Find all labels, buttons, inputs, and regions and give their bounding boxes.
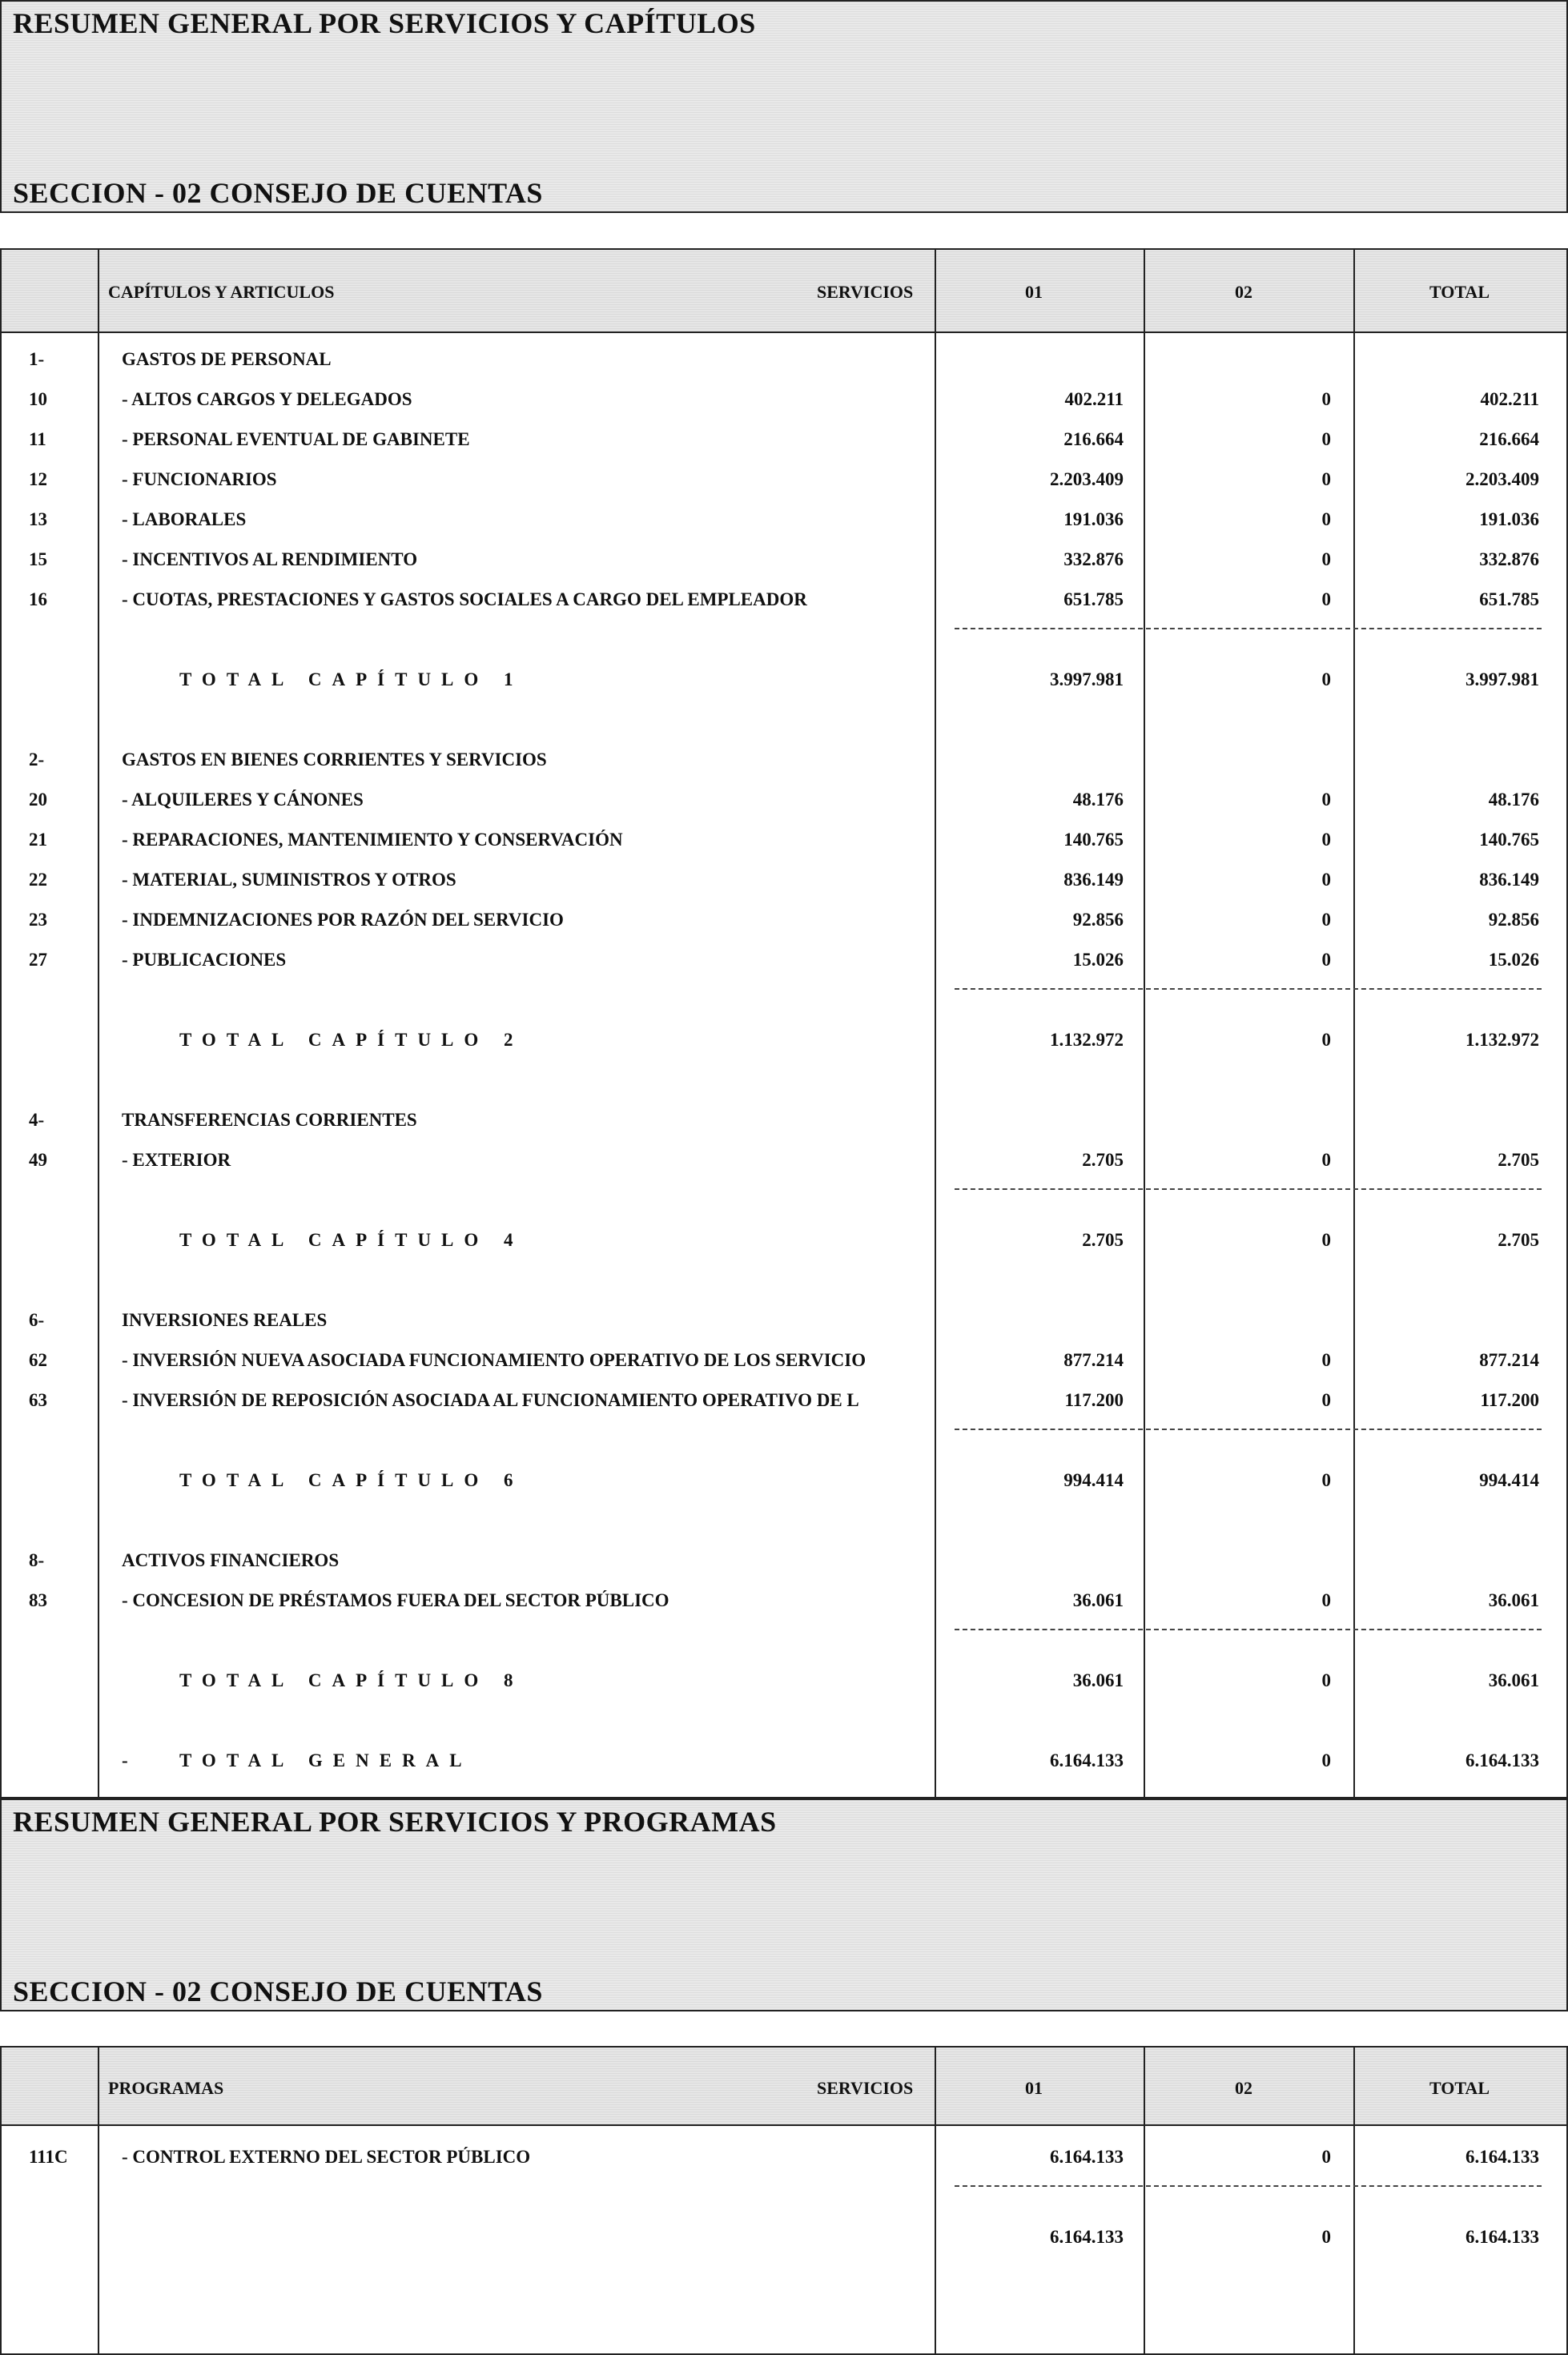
value-service-01: 2.705 — [1082, 1230, 1124, 1250]
header-services: SERVICIOS — [817, 282, 914, 302]
blank-row — [2, 700, 1566, 740]
section1-header — [0, 0, 1568, 213]
table-row — [2, 2137, 1566, 2177]
row-description: GASTOS DE PERSONAL — [122, 349, 332, 369]
row-code: 13 — [29, 509, 47, 529]
value-total: 92.856 — [1488, 910, 1539, 930]
value-total: 6.164.133 — [1465, 2227, 1539, 2247]
value-total: 6.164.133 — [1465, 2147, 1539, 2167]
value-service-02: 0 — [1321, 910, 1331, 930]
section2-subtitle: SECCION - 02 CONSEJO DE CUENTAS — [13, 1975, 543, 2007]
table-row — [2, 1340, 1566, 1380]
table-row — [2, 460, 1566, 500]
section2-title: RESUMEN GENERAL POR SERVICIOS Y PROGRAMAS — [13, 1806, 777, 1838]
total-label: TOTAL CAPÍTULO 6 — [179, 1470, 524, 1490]
row-description: ACTIVOS FINANCIEROS — [122, 1550, 340, 1570]
value-service-02: 0 — [1321, 1150, 1331, 1170]
table-row — [2, 500, 1566, 540]
value-total: 1.132.972 — [1465, 1030, 1539, 1050]
value-service-02: 0 — [1321, 870, 1331, 890]
value-total: 994.414 — [1479, 1470, 1539, 1490]
chapter-row — [2, 740, 1566, 780]
chapter-row — [2, 1300, 1566, 1340]
row-code: 83 — [29, 1590, 47, 1610]
dashed-line — [955, 1629, 1542, 1630]
row-code: 23 — [29, 910, 47, 930]
total-label: TOTAL CAPÍTULO 8 — [179, 1670, 524, 1690]
value-total: 6.164.133 — [1465, 1750, 1539, 1770]
header-service-01: 01 — [1025, 282, 1043, 302]
value-service-02: 0 — [1321, 1470, 1331, 1490]
value-service-02: 0 — [1321, 1390, 1331, 1410]
header-service-02: 02 — [1235, 2078, 1252, 2098]
value-total: 651.785 — [1479, 589, 1539, 609]
header-desc: CAPÍTULOS Y ARTICULOS — [108, 282, 335, 302]
row-code: 1- — [29, 349, 45, 369]
value-service-02: 0 — [1321, 589, 1331, 609]
row-code: 15 — [29, 549, 47, 569]
row-code: 27 — [29, 950, 47, 970]
chapter-total-row — [2, 1461, 1566, 1501]
value-service-02: 0 — [1321, 389, 1331, 409]
grand-total-dash: - — [122, 1750, 128, 1770]
row-description: - CONCESION DE PRÉSTAMOS FUERA DEL SECTOR PÚBLICO — [122, 1590, 669, 1610]
dashed-line — [955, 628, 1542, 629]
table-row — [2, 1140, 1566, 1180]
dashed-line — [955, 1188, 1542, 1190]
chapter-row — [2, 1100, 1566, 1140]
subtotal-separator — [2, 2177, 1566, 2217]
value-service-01: 48.176 — [1072, 790, 1124, 810]
row-description: - MATERIAL, SUMINISTROS Y OTROS — [122, 870, 456, 890]
value-total: 216.664 — [1479, 429, 1539, 449]
value-total: 191.036 — [1479, 509, 1539, 529]
value-total: 2.705 — [1498, 1230, 1539, 1250]
value-service-01: 3.997.981 — [1050, 669, 1124, 689]
header-service-02: 02 — [1235, 282, 1252, 302]
value-service-02: 0 — [1321, 1590, 1331, 1610]
row-code: 4- — [29, 1110, 45, 1130]
dashed-line — [955, 988, 1542, 990]
header-service-01: 01 — [1025, 2078, 1043, 2098]
chapters-table — [0, 248, 1568, 1798]
value-service-01: 15.026 — [1072, 950, 1124, 970]
row-description: - CUOTAS, PRESTACIONES Y GASTOS SOCIALES A CARGO DEL EMPLEADOR — [122, 589, 807, 609]
blank-row — [2, 1701, 1566, 1741]
value-service-01: 402.211 — [1064, 389, 1124, 409]
chapter-total-row — [2, 1020, 1566, 1060]
value-total: 140.765 — [1479, 830, 1539, 850]
chapter-total-row — [2, 660, 1566, 700]
value-service-01: 216.664 — [1063, 429, 1124, 449]
value-service-02: 0 — [1321, 669, 1331, 689]
value-service-02: 0 — [1321, 549, 1331, 569]
value-service-02: 0 — [1321, 2147, 1331, 2167]
row-code: 62 — [29, 1350, 47, 1370]
subtotal-separator — [2, 980, 1566, 1020]
value-service-02: 0 — [1321, 1030, 1331, 1050]
total-label: TOTAL CAPÍTULO 4 — [179, 1230, 524, 1250]
row-description: - LABORALES — [122, 509, 247, 529]
subtotal-separator — [2, 1180, 1566, 1220]
table-row — [2, 860, 1566, 900]
row-code: 49 — [29, 1150, 47, 1170]
row-code: 2- — [29, 750, 45, 770]
table-row — [2, 1581, 1566, 1621]
total-label: TOTAL CAPÍTULO 2 — [179, 1030, 524, 1050]
row-code: 63 — [29, 1390, 47, 1410]
table-row — [2, 540, 1566, 580]
programs-table — [0, 2046, 1568, 2355]
value-service-01: 994.414 — [1063, 1470, 1124, 1490]
value-service-02: 0 — [1321, 429, 1331, 449]
value-total: 36.061 — [1488, 1670, 1539, 1690]
row-description: - PERSONAL EVENTUAL DE GABINETE — [122, 429, 470, 449]
value-service-01: 6.164.133 — [1050, 2227, 1124, 2247]
blank-row — [2, 1060, 1566, 1100]
chapter-total-row — [2, 1220, 1566, 1260]
value-service-01: 117.200 — [1064, 1390, 1124, 1410]
value-service-01: 1.132.972 — [1050, 1030, 1124, 1050]
row-description: INVERSIONES REALES — [122, 1310, 328, 1330]
value-service-01: 2.705 — [1082, 1150, 1124, 1170]
value-total: 332.876 — [1479, 549, 1539, 569]
chapters-table-header — [2, 250, 1566, 333]
value-service-01: 92.856 — [1072, 910, 1124, 930]
header-desc: PROGRAMAS — [108, 2078, 224, 2098]
table-row — [2, 420, 1566, 460]
value-service-01: 2.203.409 — [1050, 469, 1124, 489]
value-total: 836.149 — [1479, 870, 1539, 890]
value-total: 36.061 — [1488, 1590, 1539, 1610]
row-code: 8- — [29, 1550, 45, 1570]
section1-subtitle: SECCION - 02 CONSEJO DE CUENTAS — [13, 177, 543, 209]
table-row — [2, 820, 1566, 860]
value-service-02: 0 — [1321, 790, 1331, 810]
table-row — [2, 900, 1566, 940]
value-total: 117.200 — [1480, 1390, 1539, 1410]
subtotal-separator — [2, 1421, 1566, 1461]
value-service-01: 6.164.133 — [1050, 2147, 1124, 2167]
row-code: 22 — [29, 870, 47, 890]
value-total: 2.203.409 — [1465, 469, 1539, 489]
total-label: TOTAL CAPÍTULO 1 — [179, 669, 524, 689]
table-row — [2, 380, 1566, 420]
value-service-01: 651.785 — [1063, 589, 1124, 609]
row-code: 10 — [29, 389, 47, 409]
row-code: 16 — [29, 589, 47, 609]
row-description: GASTOS EN BIENES CORRIENTES Y SERVICIOS — [122, 750, 547, 770]
value-total: 15.026 — [1488, 950, 1539, 970]
value-service-01: 36.061 — [1072, 1590, 1124, 1610]
row-code: 21 — [29, 830, 47, 850]
grand-total-row — [2, 1741, 1566, 1781]
header-total: TOTAL — [1429, 2078, 1490, 2098]
table-row — [2, 780, 1566, 820]
row-description: - ALTOS CARGOS Y DELEGADOS — [122, 389, 412, 409]
programs-table-header — [2, 2048, 1566, 2126]
value-service-01: 836.149 — [1063, 870, 1124, 890]
sum-row — [2, 2217, 1566, 2257]
section2-header — [0, 1798, 1568, 2011]
value-service-02: 0 — [1321, 830, 1331, 850]
row-description: - PUBLICACIONES — [122, 950, 287, 970]
dashed-line — [955, 1429, 1542, 1430]
value-service-01: 191.036 — [1063, 509, 1124, 529]
value-total: 48.176 — [1488, 790, 1539, 810]
value-total: 877.214 — [1479, 1350, 1539, 1370]
row-description: - INCENTIVOS AL RENDIMIENTO — [122, 549, 418, 569]
row-description: - REPARACIONES, MANTENIMIENTO Y CONSERVACIÓN — [122, 830, 623, 850]
blank-row — [2, 1260, 1566, 1300]
table-row — [2, 940, 1566, 980]
chapter-row — [2, 1541, 1566, 1581]
value-total: 3.997.981 — [1465, 669, 1539, 689]
subtotal-separator — [2, 1621, 1566, 1661]
header-total: TOTAL — [1429, 282, 1490, 302]
row-description: - ALQUILERES Y CÁNONES — [122, 790, 364, 810]
value-service-02: 0 — [1321, 1670, 1331, 1690]
row-description: TRANSFERENCIAS CORRIENTES — [122, 1110, 417, 1130]
value-service-02: 0 — [1321, 1750, 1331, 1770]
value-service-01: 6.164.133 — [1050, 1750, 1124, 1770]
value-service-01: 877.214 — [1063, 1350, 1124, 1370]
header-services: SERVICIOS — [817, 2078, 914, 2098]
table-row — [2, 580, 1566, 620]
table-row — [2, 1380, 1566, 1421]
row-code: 12 — [29, 469, 47, 489]
row-description: - FUNCIONARIOS — [122, 469, 277, 489]
value-service-02: 0 — [1321, 2227, 1331, 2247]
chapter-total-row — [2, 1661, 1566, 1701]
row-description: - INDEMNIZACIONES POR RAZÓN DEL SERVICIO — [122, 910, 564, 930]
value-service-02: 0 — [1321, 469, 1331, 489]
dashed-line — [955, 2185, 1542, 2187]
row-description: - INVERSIÓN DE REPOSICIÓN ASOCIADA AL FUNCIONAMIENTO OPERATIVO DE L — [122, 1390, 859, 1410]
row-code: 20 — [29, 790, 47, 810]
row-description: - CONTROL EXTERNO DEL SECTOR PÚBLICO — [122, 2147, 531, 2167]
section1-title: RESUMEN GENERAL POR SERVICIOS Y CAPÍTULOS — [13, 7, 756, 39]
value-service-02: 0 — [1321, 950, 1331, 970]
value-service-02: 0 — [1321, 1350, 1331, 1370]
row-description: - INVERSIÓN NUEVA ASOCIADA FUNCIONAMIENTO OPERATIVO DE LOS SERVICIO — [122, 1350, 866, 1370]
value-service-02: 0 — [1321, 1230, 1331, 1250]
value-total: 402.211 — [1480, 389, 1539, 409]
row-code: 11 — [29, 429, 46, 449]
chapter-row — [2, 340, 1566, 380]
value-service-01: 332.876 — [1063, 549, 1124, 569]
total-label: TOTAL GENERAL — [179, 1750, 472, 1770]
row-code: 6- — [29, 1310, 45, 1330]
row-description: - EXTERIOR — [122, 1150, 231, 1170]
blank-row — [2, 1501, 1566, 1541]
value-total: 2.705 — [1498, 1150, 1539, 1170]
row-code: 111C — [29, 2147, 68, 2167]
value-service-01: 140.765 — [1063, 830, 1124, 850]
subtotal-separator — [2, 620, 1566, 660]
value-service-01: 36.061 — [1072, 1670, 1124, 1690]
value-service-02: 0 — [1321, 509, 1331, 529]
